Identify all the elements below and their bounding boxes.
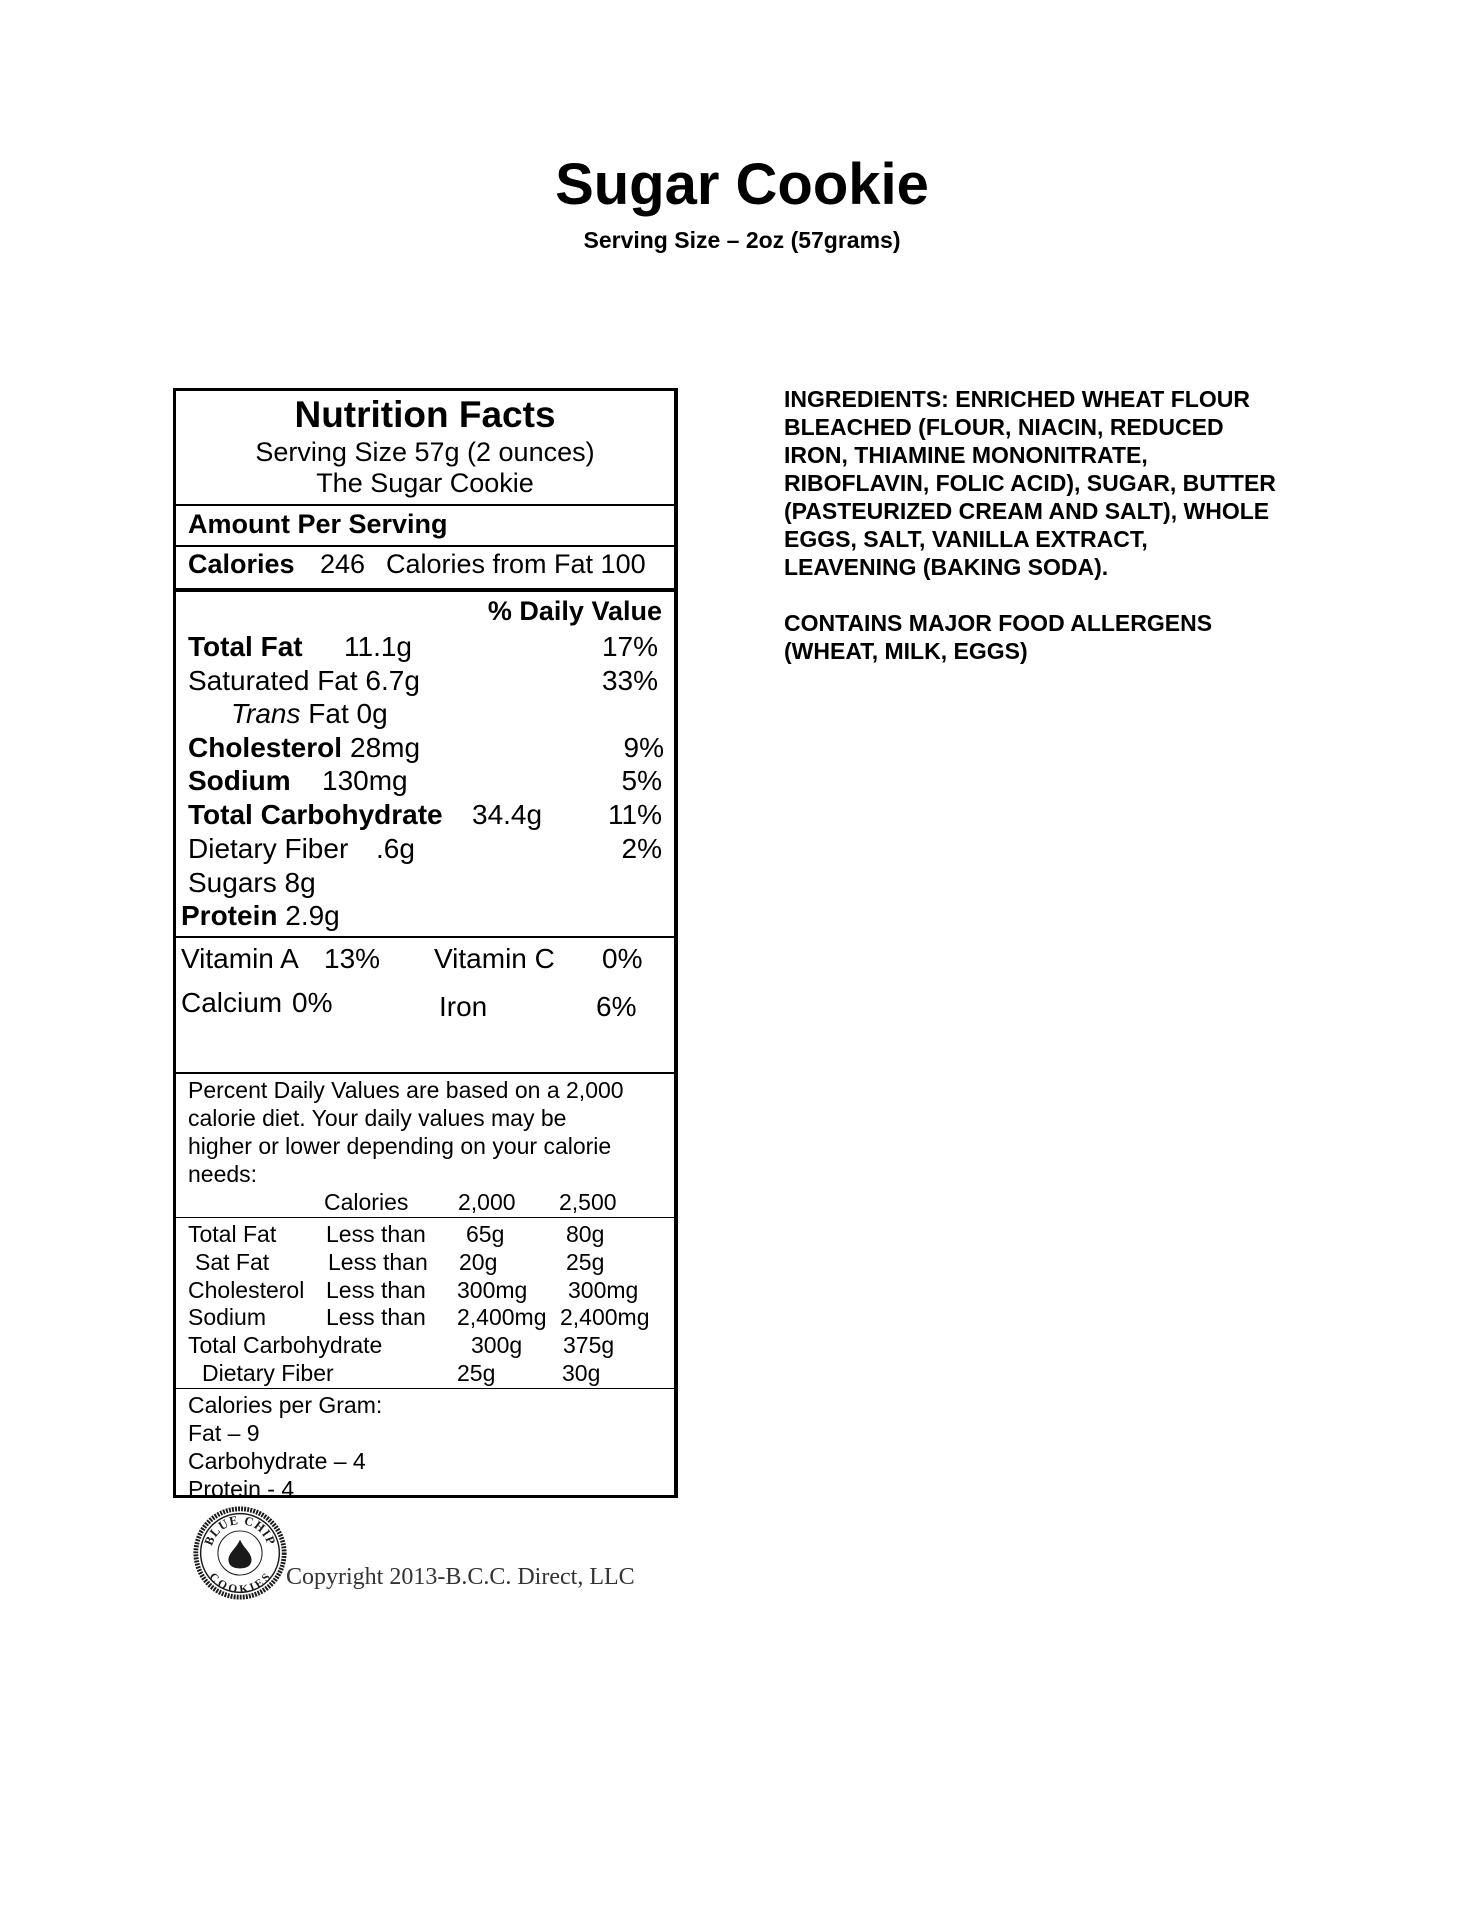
- dv-row-2000: 65g: [466, 1221, 505, 1247]
- dv-row-2500: 2,400mg: [560, 1304, 650, 1330]
- page-title: Sugar Cookie: [555, 152, 929, 217]
- dv-row-2000: 2,400mg: [457, 1304, 547, 1330]
- calcium-value: 0%: [292, 987, 333, 1018]
- cholesterol-label: Cholesterol: [188, 732, 343, 763]
- calories-per-gram-protein: Protein - 4: [188, 1476, 295, 1502]
- ingredients-line: RIBOFLAVIN, FOLIC ACID), SUGAR, BUTTER: [784, 470, 1276, 496]
- dv-row-2500: 80g: [566, 1221, 605, 1247]
- calories-value: 246: [320, 549, 366, 579]
- amount-per-serving: Amount Per Serving: [188, 509, 448, 539]
- calories-per-gram-carb: Carbohydrate – 4: [188, 1448, 366, 1474]
- footnote-line: higher or lower depending on your calorie: [188, 1133, 612, 1159]
- protein-amount: 2.9g: [285, 900, 340, 931]
- serving-size-text: Serving Size 57g (2 ounces): [255, 437, 595, 467]
- dv-row-nutrient: Sat Fat: [195, 1249, 270, 1275]
- cholesterol-dv: 9%: [623, 732, 664, 763]
- allergens-line: (WHEAT, MILK, EGGS): [784, 638, 1028, 664]
- dv-row-nutrient: Dietary Fiber: [202, 1360, 334, 1386]
- dv-row-nutrient: Total Carbohydrate: [188, 1332, 383, 1358]
- dv-row-2000: 25g: [457, 1360, 496, 1386]
- dv-row-nutrient: Total Fat: [188, 1221, 277, 1247]
- ingredients-line: IRON, THIAMINE MONONITRATE,: [784, 442, 1148, 468]
- ingredients-line: LEAVENING (BAKING SODA).: [784, 554, 1109, 580]
- dv-row-2500: 25g: [566, 1249, 605, 1275]
- total-carbohydrate-amount: 34.4g: [472, 799, 543, 830]
- dv-row-nutrient: Cholesterol: [188, 1277, 305, 1303]
- footnote-line: Percent Daily Values are based on a 2,000: [188, 1077, 624, 1103]
- total-fat-amount: 11.1g: [344, 631, 412, 662]
- protein-label: Protein: [181, 900, 278, 931]
- sodium-label: Sodium: [188, 765, 291, 796]
- vitamin-a-value: 13%: [324, 943, 381, 974]
- dv-row-2500: 375g: [563, 1332, 615, 1358]
- total-fat-dv: 17%: [601, 631, 658, 662]
- dv-row-nutrient: Sodium: [188, 1304, 266, 1330]
- dietary-fiber-amount: .6g: [376, 833, 415, 864]
- vitamin-c-value: 0%: [602, 943, 643, 974]
- copyright-text: Copyright 2013-B.C.C. Direct, LLC: [286, 1564, 635, 1590]
- vitamin-a-label: Vitamin A: [181, 943, 299, 974]
- dv-row-2500: 300mg: [568, 1277, 639, 1303]
- calories-from-fat: Calories from Fat 100: [386, 549, 646, 579]
- saturated-fat-label: Saturated Fat 6.7g: [188, 665, 420, 696]
- trans-fat-label: Fat 0g: [300, 698, 388, 729]
- dv-row-2000: 300mg: [457, 1277, 528, 1303]
- total-carbohydrate-dv: 11%: [608, 799, 662, 830]
- calories-per-gram-title: Calories per Gram:: [188, 1392, 383, 1418]
- dv-row-2000: 20g: [459, 1249, 498, 1275]
- seal-top-text: BLUE CHIP: [201, 1513, 279, 1548]
- dv-row-limit: Less than: [326, 1277, 426, 1303]
- calcium-label: Calcium: [181, 987, 283, 1018]
- trans-fat-row: [231, 700, 388, 728]
- blue-chip-cookies-seal-logo: [192, 1505, 288, 1601]
- ingredients-line: EGGS, SALT, VANILLA EXTRACT,: [784, 526, 1148, 552]
- dv-row-2000: 300g: [471, 1332, 523, 1358]
- ingredients-line: BLEACHED (FLOUR, NIACIN, REDUCED: [784, 414, 1224, 440]
- dietary-fiber-label: Dietary Fiber: [188, 833, 349, 864]
- calories-label: Calories: [188, 549, 295, 579]
- ingredients-line: (PASTEURIZED CREAM AND SALT), WHOLE: [784, 498, 1270, 524]
- divider: [176, 1217, 674, 1218]
- footnote-line: calorie diet. Your daily values may be: [188, 1105, 567, 1131]
- seal-bottom-text: COOKIES: [206, 1570, 274, 1597]
- dv-row-limit: Less than: [326, 1221, 426, 1247]
- nutrition-facts-title: Nutrition Facts: [294, 394, 556, 435]
- nutrition-facts-panel: [173, 388, 678, 1502]
- dietary-fiber-dv: 2%: [621, 833, 662, 864]
- total-fat-label: Total Fat: [188, 631, 303, 662]
- saturated-fat-dv: 33%: [601, 665, 658, 696]
- divider: [176, 936, 674, 938]
- divider: [176, 545, 674, 547]
- trans-italic: Trans: [231, 698, 301, 729]
- ingredients-line: INGREDIENTS: ENRICHED WHEAT FLOUR: [784, 386, 1250, 412]
- dv-row-limit: Less than: [326, 1304, 426, 1330]
- sodium-dv: 5%: [621, 765, 662, 796]
- divider: [176, 1072, 674, 1074]
- allergens-line: CONTAINS MAJOR FOOD ALLERGENS: [784, 610, 1213, 636]
- sodium-amount: 130mg: [322, 765, 408, 796]
- dv-row-2500: 30g: [562, 1360, 601, 1386]
- iron-value: 6%: [596, 991, 637, 1022]
- total-carbohydrate-label: Total Carbohydrate: [188, 799, 443, 830]
- footnote-line: needs:: [188, 1161, 258, 1187]
- dv-row-limit: Less than: [328, 1249, 428, 1275]
- divider: [176, 1388, 674, 1389]
- divider: [176, 504, 674, 506]
- dv-header-calories: Calories: [324, 1189, 409, 1215]
- product-name-text: The Sugar Cookie: [316, 468, 534, 498]
- cholesterol-amount: 28mg: [350, 732, 421, 763]
- sugars-label: Sugars 8g: [188, 867, 316, 898]
- iron-label: Iron: [439, 991, 488, 1022]
- thick-divider: [176, 588, 674, 592]
- dv-header-2500: 2,500: [559, 1189, 617, 1215]
- calories-per-gram-fat: Fat – 9: [188, 1420, 260, 1446]
- protein-row: [181, 902, 340, 930]
- vitamin-c-label: Vitamin C: [434, 943, 555, 974]
- ingredients-block: [784, 385, 1344, 665]
- dv-header-2000: 2,000: [458, 1189, 516, 1215]
- daily-value-header: % Daily Value: [487, 596, 662, 626]
- page-serving-size: Serving Size – 2oz (57grams): [583, 227, 901, 253]
